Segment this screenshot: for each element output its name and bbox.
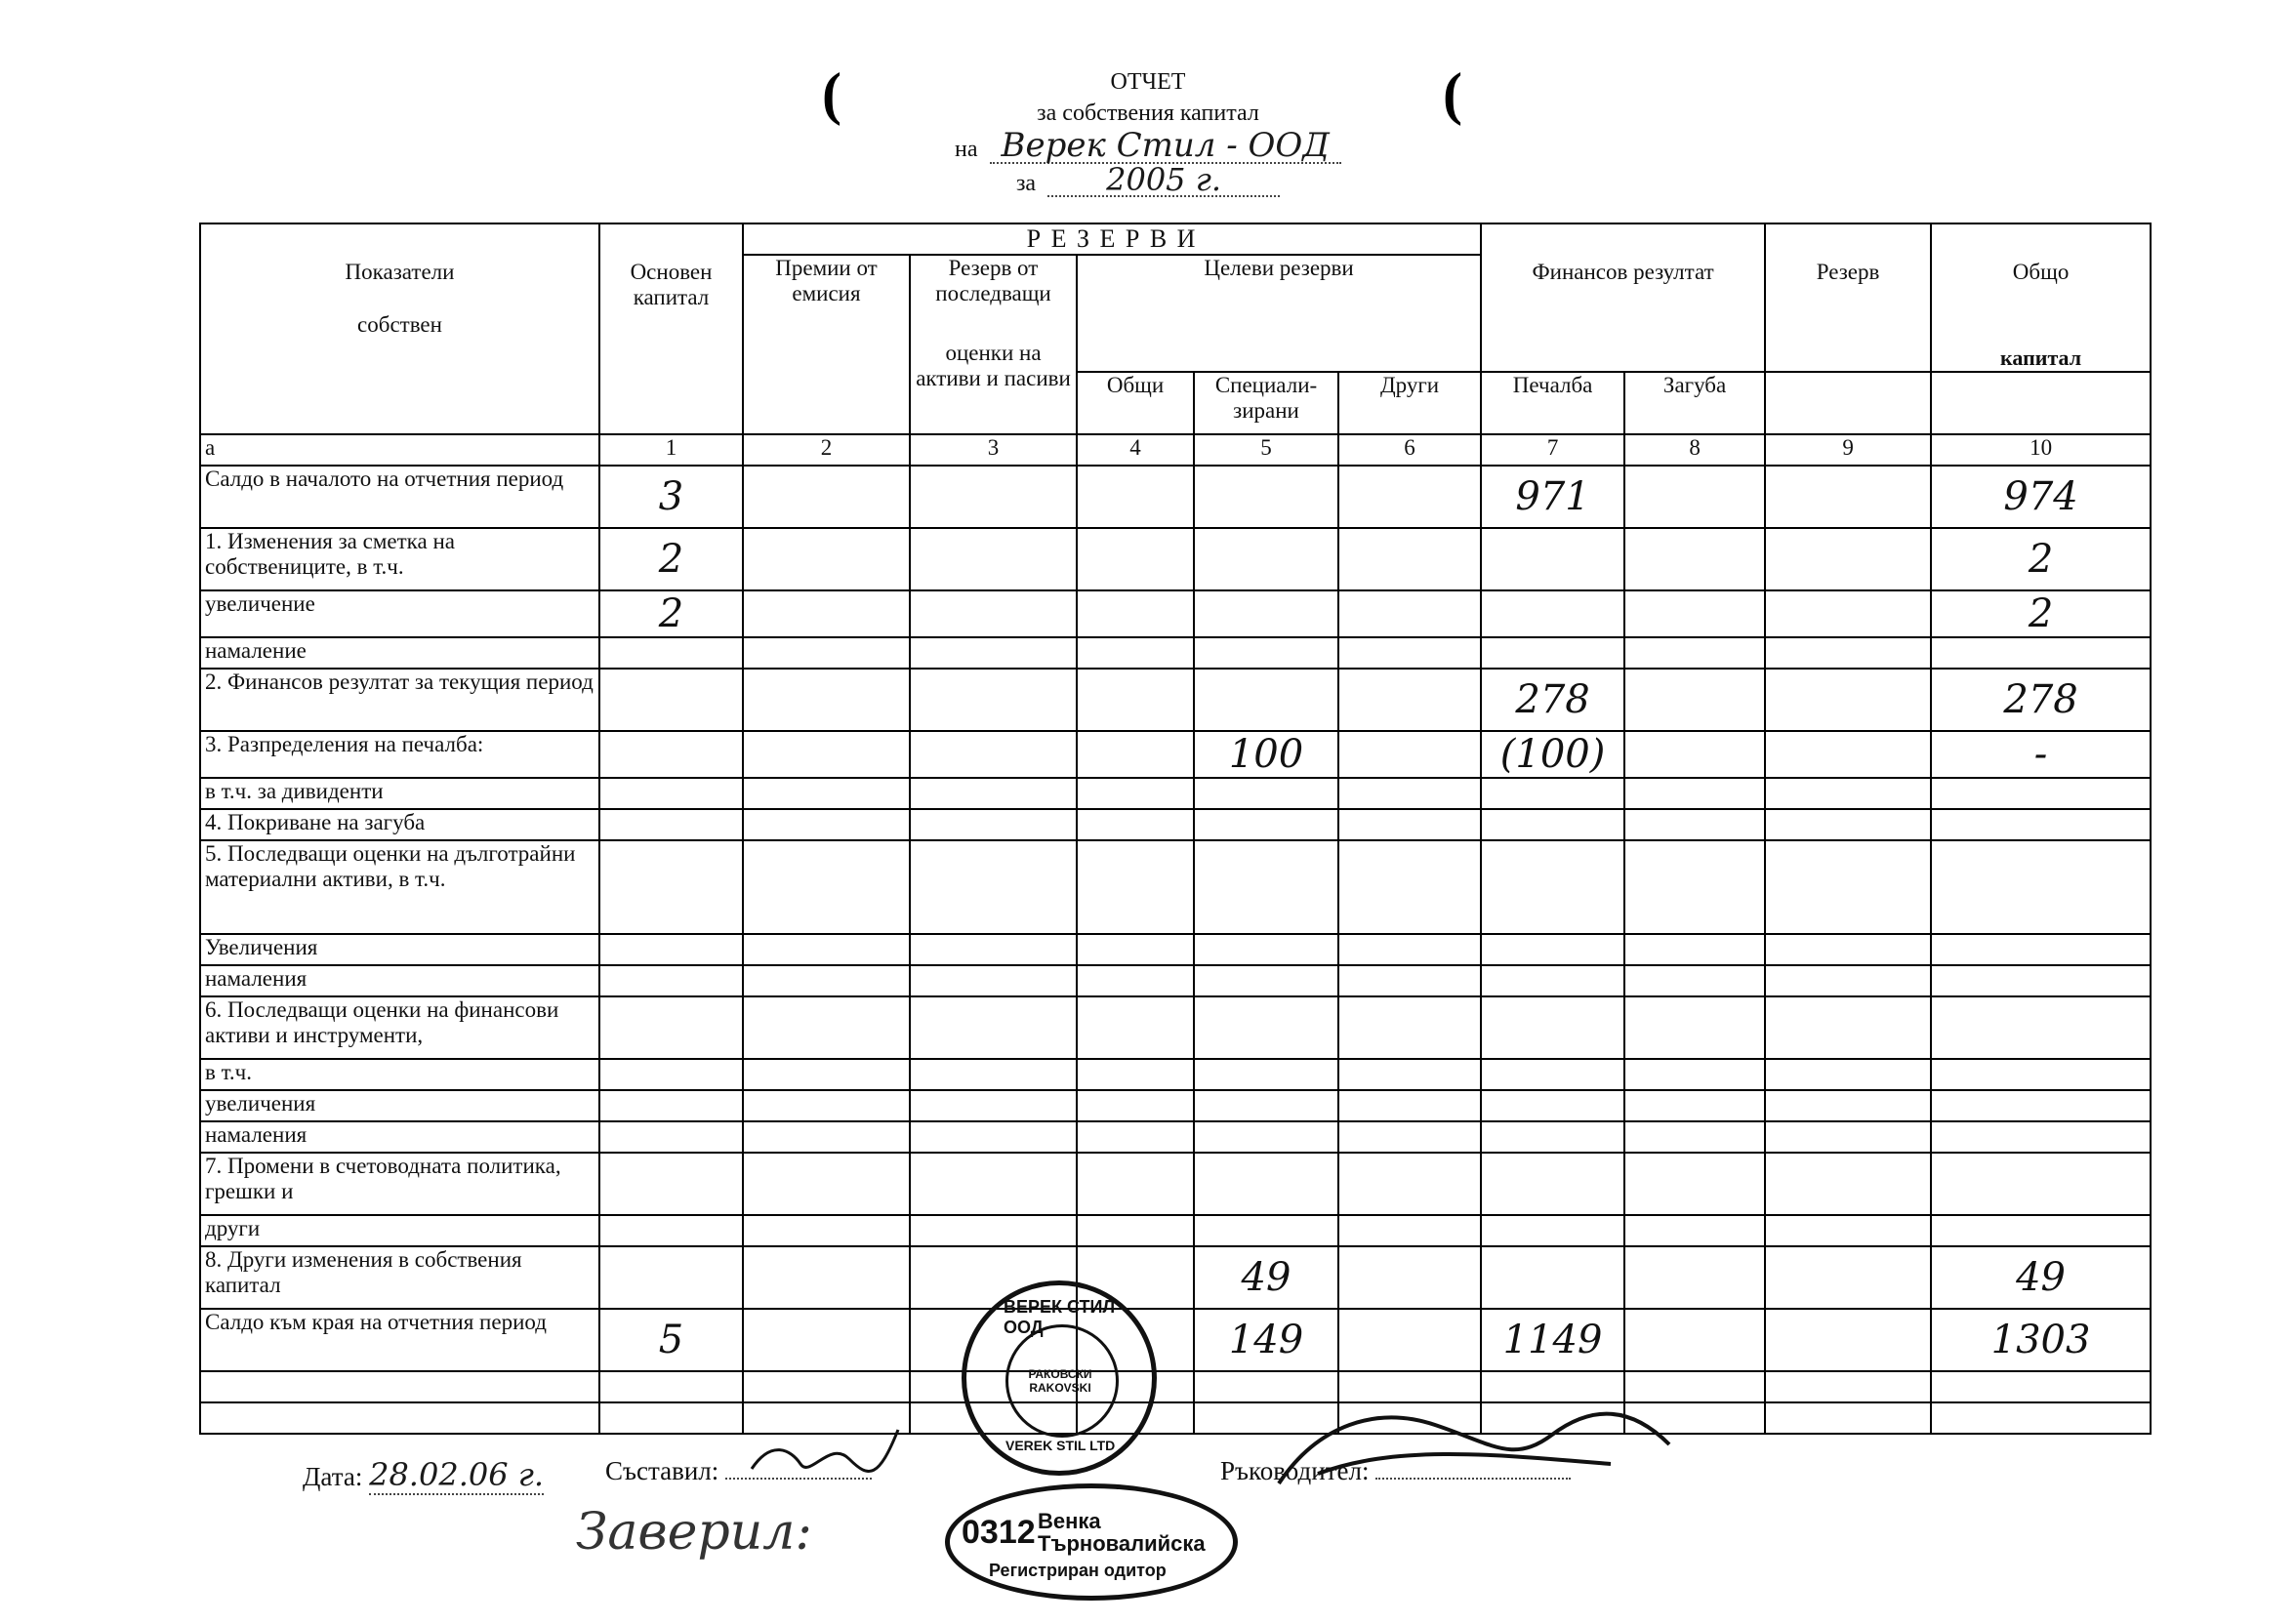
row-value (743, 1090, 910, 1121)
row-value (1338, 840, 1481, 934)
table-row (200, 1153, 2151, 1215)
row-value (1077, 590, 1194, 637)
table-row (200, 466, 2151, 528)
row-value (1194, 778, 1338, 809)
table-row (200, 528, 2151, 590)
table-row (200, 965, 2151, 996)
row-value (743, 1246, 910, 1309)
row-value: 5 (599, 1309, 743, 1371)
row-value (743, 965, 910, 996)
row-value (1481, 1246, 1624, 1309)
row-value (1765, 809, 1931, 840)
row-value (1481, 965, 1624, 996)
row-value (1931, 1215, 2151, 1246)
footer-manager: Ръководител: (1220, 1456, 1571, 1486)
row-value (1624, 1090, 1765, 1121)
table-row (200, 809, 2151, 840)
row-value (910, 1059, 1077, 1090)
row-value (1765, 1153, 1931, 1215)
row-label: 1. Изменения за сметка на собствениците, в т.ч. (200, 528, 599, 590)
column-number: 1 (599, 434, 743, 466)
row-value (1624, 731, 1765, 778)
row-value (599, 809, 743, 840)
row-value (1194, 1121, 1338, 1153)
row-value (1481, 996, 1624, 1059)
row-value (1338, 1059, 1481, 1090)
row-value (1077, 1153, 1194, 1215)
row-value (1481, 637, 1624, 669)
row-value (1765, 731, 1931, 778)
row-value (1481, 934, 1624, 965)
row-value (1194, 466, 1338, 528)
row-value (1624, 669, 1765, 731)
table-row (200, 934, 2151, 965)
period-line: за 2005 г. (0, 164, 2296, 197)
row-value (1931, 840, 2151, 934)
row-value (1931, 1402, 2151, 1434)
row-value: 49 (1194, 1246, 1338, 1309)
header-total: Общо капитал (1931, 223, 2151, 372)
row-value (743, 778, 910, 809)
row-value (599, 996, 743, 1059)
row-value (1481, 1090, 1624, 1121)
row-value (1194, 1059, 1338, 1090)
row-value (1194, 1153, 1338, 1215)
row-value: 974 (1931, 466, 2151, 528)
row-value (1338, 778, 1481, 809)
column-number: а (200, 434, 599, 466)
row-value (1481, 1121, 1624, 1153)
report-subtitle: за собствения капитал (1037, 101, 1259, 126)
row-value (1338, 669, 1481, 731)
row-label: 5. Последващи оценки на дълготрайни материални активи, в т.ч. (200, 840, 599, 934)
certified-note: Заверил: (576, 1503, 812, 1562)
table-row (200, 731, 2151, 778)
equity-report-table (199, 223, 2152, 1435)
row-value: 1149 (1481, 1309, 1624, 1371)
row-value (1194, 528, 1338, 590)
table-row (200, 669, 2151, 731)
row-value (1338, 731, 1481, 778)
row-value (1077, 965, 1194, 996)
row-value (1481, 1153, 1624, 1215)
column-number: 4 (1077, 434, 1194, 466)
row-value (1931, 809, 2151, 840)
row-value (743, 669, 910, 731)
period-handwritten: 2005 г. (1047, 164, 1280, 197)
row-value (1338, 1090, 1481, 1121)
row-value (599, 1215, 743, 1246)
row-value (1931, 965, 2151, 996)
header-target-reserves: Целеви резерви (1077, 255, 1481, 372)
row-value (1624, 1059, 1765, 1090)
row-value (910, 466, 1077, 528)
row-value (1077, 809, 1194, 840)
row-value (910, 965, 1077, 996)
row-value (1931, 934, 2151, 965)
header-loss: Загуба (1624, 372, 1765, 434)
row-label: в т.ч. (200, 1059, 599, 1090)
table-row (200, 1246, 2151, 1309)
column-number: 10 (1931, 434, 2151, 466)
row-value (599, 1121, 743, 1153)
row-value (599, 840, 743, 934)
row-label: Салдо в началото на отчетния период (200, 466, 599, 528)
header-indicators: Показатели собствен (200, 223, 599, 434)
header-general: Общи (1077, 372, 1194, 434)
row-value (1624, 1246, 1765, 1309)
row-value (1624, 1215, 1765, 1246)
row-value (1077, 637, 1194, 669)
row-value (1765, 637, 1931, 669)
row-value (910, 731, 1077, 778)
table-row (200, 840, 2151, 934)
row-value: 278 (1481, 669, 1624, 731)
table-row (200, 1402, 2151, 1434)
row-label: увеличение (200, 590, 599, 637)
row-value: (100) (1481, 731, 1624, 778)
row-value (599, 1246, 743, 1309)
row-value (743, 996, 910, 1059)
row-value (1077, 528, 1194, 590)
row-value (1481, 528, 1624, 590)
row-label: намаления (200, 1121, 599, 1153)
row-value (743, 731, 910, 778)
row-value (599, 1402, 743, 1434)
row-value (743, 1309, 910, 1371)
row-value (1481, 1215, 1624, 1246)
row-value (1624, 466, 1765, 528)
row-value (910, 996, 1077, 1059)
row-value (1765, 528, 1931, 590)
row-value (743, 528, 910, 590)
row-value (599, 1153, 743, 1215)
row-value (1077, 669, 1194, 731)
header-reserves: Р Е З Е Р В И (743, 223, 1481, 255)
row-value (743, 1215, 910, 1246)
row-value (1481, 840, 1624, 934)
row-value (1765, 1059, 1931, 1090)
manager-signature-scribble (1259, 1386, 1708, 1503)
row-value (1077, 731, 1194, 778)
compiled-signature-scribble (742, 1420, 918, 1488)
table-row (200, 1059, 2151, 1090)
row-value (1194, 809, 1338, 840)
row-label: намаление (200, 637, 599, 669)
header-reserve-blank (1765, 372, 1931, 434)
footer-date: Дата: 28.02.06 г. (303, 1456, 545, 1493)
row-value: 2 (599, 590, 743, 637)
footer-compiled: Съставил: (605, 1456, 872, 1486)
table-row (200, 1309, 2151, 1371)
row-value (1931, 1090, 2151, 1121)
left-corner-bracket: ( (822, 61, 841, 126)
row-label: Увеличения (200, 934, 599, 965)
right-corner-bracket: ( (1443, 61, 1462, 126)
row-value (910, 637, 1077, 669)
row-value: 278 (1931, 669, 2151, 731)
row-value (1765, 1309, 1931, 1371)
report-title: ОТЧЕТ (1110, 69, 1186, 95)
row-value (1765, 1246, 1931, 1309)
row-value (1624, 1153, 1765, 1215)
row-value (599, 1059, 743, 1090)
row-value (599, 637, 743, 669)
row-value (1624, 840, 1765, 934)
row-value (1077, 1059, 1194, 1090)
row-value (1481, 778, 1624, 809)
row-value (1624, 528, 1765, 590)
row-value (1077, 1121, 1194, 1153)
row-label (200, 1371, 599, 1402)
row-value (599, 1090, 743, 1121)
row-value (1077, 778, 1194, 809)
row-value (743, 934, 910, 965)
row-value (1077, 934, 1194, 965)
row-value (1931, 996, 2151, 1059)
row-value (743, 1153, 910, 1215)
company-round-stamp: ВЕРЕК СТИЛ ООД VEREK STIL LTD РАКОВСКИ RAKOVSKI (962, 1280, 1157, 1476)
row-value (910, 809, 1077, 840)
row-value (599, 778, 743, 809)
header-profit: Печалба (1481, 372, 1624, 434)
row-label: Салдо към края на отчетния период (200, 1309, 599, 1371)
row-value (1765, 965, 1931, 996)
row-value: 2 (1931, 590, 2151, 637)
row-value (1931, 1371, 2151, 1402)
row-value (1624, 934, 1765, 965)
row-label: 8. Други изменения в собствения капитал (200, 1246, 599, 1309)
row-label: 3. Разпределения на печалба: (200, 731, 599, 778)
row-value (1338, 1121, 1481, 1153)
row-value (1338, 1246, 1481, 1309)
row-value: 149 (1194, 1309, 1338, 1371)
row-value (1194, 669, 1338, 731)
row-value (1481, 809, 1624, 840)
row-value: 971 (1481, 466, 1624, 528)
row-value (1338, 934, 1481, 965)
header-revaluation: Резерв от последващи оценки на активи и пасиви (910, 255, 1077, 434)
row-value (1077, 840, 1194, 934)
row-label: други (200, 1215, 599, 1246)
row-value (910, 840, 1077, 934)
row-value (1624, 590, 1765, 637)
row-value (1077, 996, 1194, 1059)
header-total-blank (1931, 372, 2151, 434)
row-value: - (1931, 731, 2151, 778)
row-value (1077, 1090, 1194, 1121)
row-value (910, 590, 1077, 637)
column-number: 9 (1765, 434, 1931, 466)
table-row (200, 1371, 2151, 1402)
table-row (200, 637, 2151, 669)
row-value (910, 1121, 1077, 1153)
row-value (1765, 996, 1931, 1059)
company-line: на Верек Стил - ООД (0, 129, 2296, 164)
table-row (200, 1215, 2151, 1246)
row-value: 100 (1194, 731, 1338, 778)
row-label: намаления (200, 965, 599, 996)
row-value (910, 669, 1077, 731)
row-value (1931, 637, 2151, 669)
row-label: 4. Покриване на загуба (200, 809, 599, 840)
row-value (910, 778, 1077, 809)
row-value (1624, 1121, 1765, 1153)
table-row (200, 1121, 2151, 1153)
row-value (1624, 809, 1765, 840)
row-value (1765, 669, 1931, 731)
row-value (743, 840, 910, 934)
row-value: 3 (599, 466, 743, 528)
auditor-oval-stamp: 0312 Венка Търновалийска Регистриран одитор (945, 1483, 1238, 1601)
row-value (1338, 590, 1481, 637)
row-value (1624, 1309, 1765, 1371)
header-other: Други (1338, 372, 1481, 434)
row-value (1338, 1309, 1481, 1371)
row-label: 7. Промени в счетоводната политика, грешки и (200, 1153, 599, 1215)
row-value (1931, 778, 2151, 809)
row-value (1624, 637, 1765, 669)
row-value (1194, 1090, 1338, 1121)
row-value (1338, 637, 1481, 669)
row-label: увеличения (200, 1090, 599, 1121)
row-value (1338, 1153, 1481, 1215)
row-value (1765, 840, 1931, 934)
row-value: 2 (1931, 528, 2151, 590)
row-value (1624, 965, 1765, 996)
row-value (599, 731, 743, 778)
row-value (1194, 996, 1338, 1059)
row-value (1194, 965, 1338, 996)
row-value (1338, 528, 1481, 590)
column-number: 3 (910, 434, 1077, 466)
header-specialized: Специали-зирани (1194, 372, 1338, 434)
row-value (1765, 1402, 1931, 1434)
header-base-capital: Основен капитал (599, 223, 743, 434)
table-row (200, 778, 2151, 809)
row-value (1765, 466, 1931, 528)
row-value (599, 934, 743, 965)
row-value (1338, 466, 1481, 528)
row-value (1481, 590, 1624, 637)
row-value (1765, 590, 1931, 637)
row-value (910, 1153, 1077, 1215)
row-value (1194, 1215, 1338, 1246)
row-value (1931, 1121, 2151, 1153)
row-value (743, 1059, 910, 1090)
column-number: 2 (743, 434, 910, 466)
row-value (1624, 996, 1765, 1059)
row-value: 1303 (1931, 1309, 2151, 1371)
row-value (1765, 1215, 1931, 1246)
row-value (1077, 466, 1194, 528)
row-label: 6. Последващи оценки на финансови активи и инструменти, (200, 996, 599, 1059)
row-value (1765, 1371, 1931, 1402)
header-premiums: Премии от емисия (743, 255, 910, 434)
table-row (200, 590, 2151, 637)
row-value (1765, 778, 1931, 809)
header-reserve: Резерв (1765, 223, 1931, 372)
row-value: 2 (599, 528, 743, 590)
column-number: 8 (1624, 434, 1765, 466)
row-value (1931, 1153, 2151, 1215)
row-value (743, 809, 910, 840)
row-label: в т.ч. за дивиденти (200, 778, 599, 809)
row-value (599, 965, 743, 996)
row-label: 2. Финансов резултат за текущия период (200, 669, 599, 731)
column-number: 5 (1194, 434, 1338, 466)
row-value (1338, 1215, 1481, 1246)
row-value (1077, 1215, 1194, 1246)
row-value (1338, 965, 1481, 996)
row-value (1765, 1090, 1931, 1121)
row-value (1765, 1121, 1931, 1153)
row-value (910, 1090, 1077, 1121)
row-value (1765, 934, 1931, 965)
row-value (743, 590, 910, 637)
row-value (1194, 637, 1338, 669)
row-value (599, 669, 743, 731)
column-number: 6 (1338, 434, 1481, 466)
header-financial-result: Финансов резултат (1481, 223, 1765, 372)
row-value (743, 466, 910, 528)
row-value (1194, 590, 1338, 637)
row-value (910, 1215, 1077, 1246)
row-value (1194, 840, 1338, 934)
row-value (1338, 996, 1481, 1059)
company-name-handwritten: Верек Стил - ООД (990, 129, 1341, 164)
table-row (200, 1090, 2151, 1121)
row-label (200, 1402, 599, 1434)
row-value (1338, 809, 1481, 840)
row-value (1194, 934, 1338, 965)
table-row (200, 996, 2151, 1059)
row-value: 49 (1931, 1246, 2151, 1309)
row-value (1481, 1059, 1624, 1090)
row-value (1931, 1059, 2151, 1090)
row-value (910, 934, 1077, 965)
row-value (743, 1371, 910, 1402)
row-value (743, 637, 910, 669)
column-number: 7 (1481, 434, 1624, 466)
row-value (910, 528, 1077, 590)
row-value (1624, 778, 1765, 809)
row-value (743, 1121, 910, 1153)
row-value (599, 1371, 743, 1402)
